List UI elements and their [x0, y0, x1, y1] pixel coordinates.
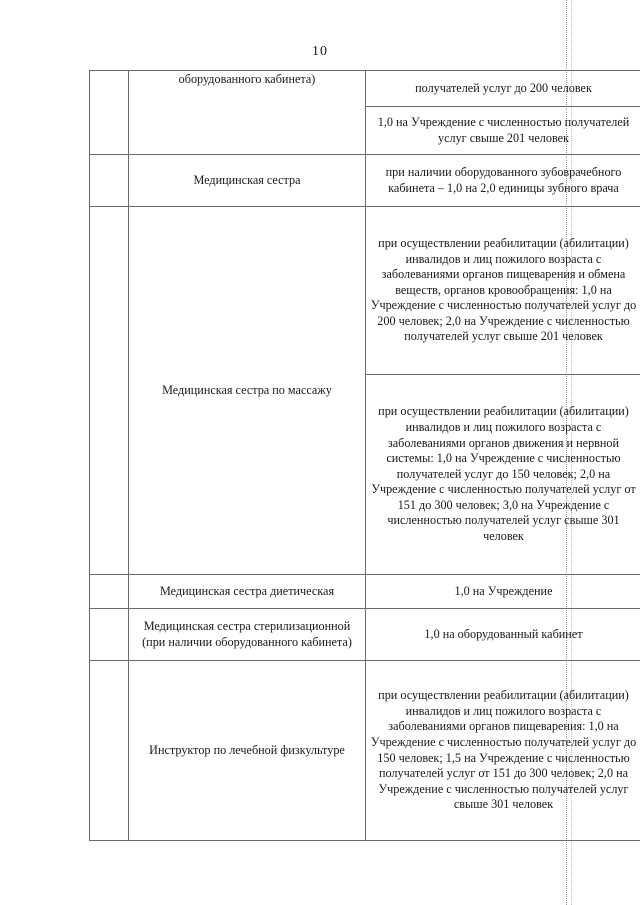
table-row: [90, 575, 640, 609]
norm-cell: 1,0 на оборудованный кабинет: [366, 609, 640, 661]
table-row: [90, 207, 640, 375]
norm-cell: 1,0 на Учреждение: [366, 575, 640, 609]
norm-cell: при осуществлении реабилитации (абилитации) инвалидов и лиц пожилого возраста с заболеваниями органов пищеварения и обмена веществ, органов кровообращения: 1,0 на Учреждение с численностью получателей услуг до 200 человек; 2,0 на Учреждение с численностью получателей услуг свыше 201 человек: [366, 207, 640, 375]
table-row: [90, 609, 640, 661]
norm-cell: при наличии оборудованного зубоврачебного кабинета – 1,0 на 2,0 единицы зубного врача: [366, 155, 640, 207]
position-cell: Медицинская сестра диетическая: [129, 575, 366, 609]
norm-cell: при осуществлении реабилитации (абилитации) инвалидов и лиц пожилого возраста с заболеваниями органов пищеварения: 1,0 на Учреждение с численностью получателей услуг до 150 человек; 1,5 на Учреждение с численностью получателей услуг от 151 до 300 человек; 2,0 на Учреждение с численностью получателей услуг свыше 301 человек: [366, 661, 640, 841]
number-cell: [90, 575, 129, 609]
norm-cell: 1,0 на Учреждение с численностью получателей услуг свыше 201 человек: [366, 107, 640, 155]
table-row: [90, 661, 640, 841]
position-cell: Медицинская сестра: [129, 155, 366, 207]
norm-cell: получателей услуг до 200 человек: [366, 71, 640, 107]
number-cell: [90, 661, 129, 841]
page-number: 10: [312, 44, 328, 59]
position-cell: Медицинская сестра стерилизационной (при наличии оборудованного кабинета): [129, 609, 366, 661]
table-row: [90, 155, 640, 207]
number-cell: [90, 155, 129, 207]
position-cell: оборудованного кабинета): [129, 71, 366, 155]
position-cell: Медицинская сестра по массажу: [129, 207, 366, 575]
position-cell: Инструктор по лечебной физкультуре: [129, 661, 366, 841]
number-cell: [90, 207, 129, 575]
staffing-table: [89, 70, 640, 841]
table-row: [90, 71, 640, 107]
number-cell: [90, 609, 129, 661]
norm-cell: при осуществлении реабилитации (абилитации) инвалидов и лиц пожилого возраста с заболеваниями органов движения и нервной системы: 1,0 на Учреждение с численностью получателей услуг до 150 человек; 2,0 на Учреждение с численностью получателей услуг от 151 до 300 человек; 3,0 на Учреждение с численностью получателей услуг свыше 301 человек: [366, 375, 640, 575]
number-cell: [90, 71, 129, 155]
